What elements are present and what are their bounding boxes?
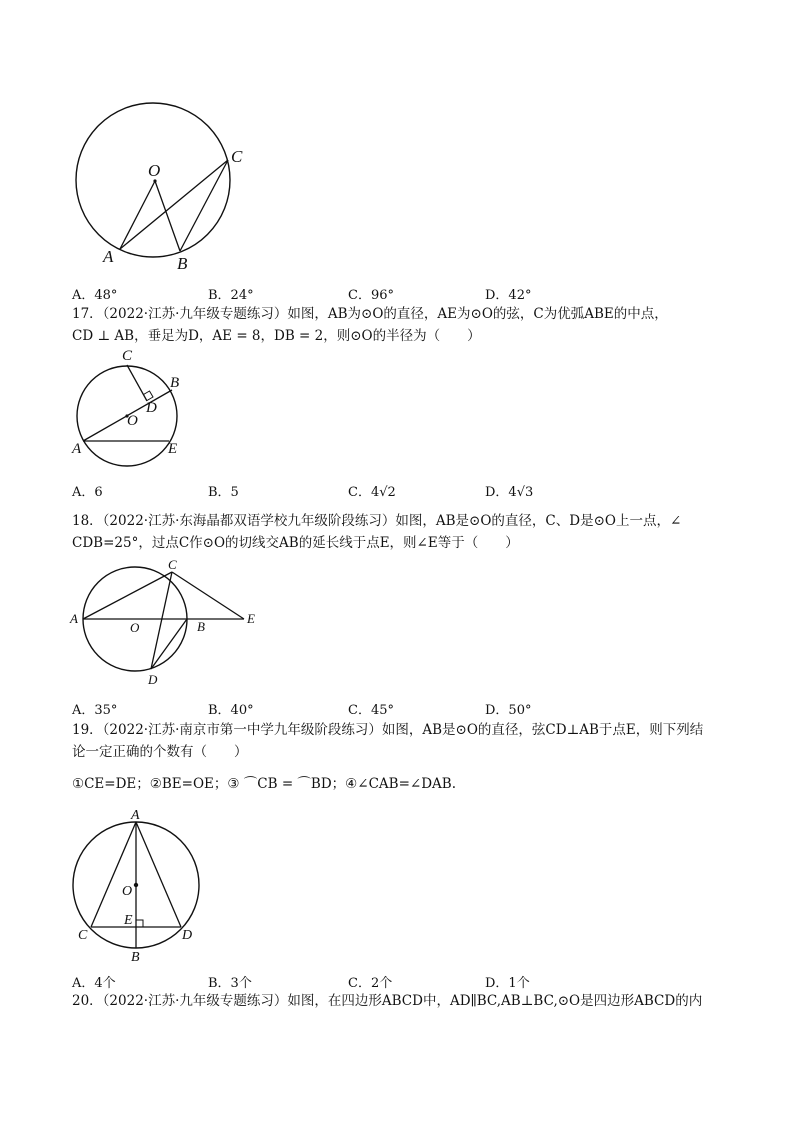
q17-option-c[interactable]: C．4√2: [348, 485, 396, 500]
q19-figure: [68, 804, 218, 964]
q19-stem-line1: 19．（2022·江苏·南京市第一中学九年级阶段练习）如图，AB是⊙O的直径，弦CD⊥AB于点E，则下列结: [72, 722, 704, 738]
q18-option-c[interactable]: C．45°: [348, 703, 394, 718]
q19-label-A: A: [131, 808, 140, 823]
q19-label-B: B: [131, 950, 140, 965]
q17-figure: [70, 345, 200, 463]
q17-label-B: B: [170, 375, 180, 391]
q17-stem-line1: 17．（2022·江苏·九年级专题练习）如图，AB为⊙O的直径，AE为⊙O的弦，C为优弧ABE的中点，: [72, 306, 668, 322]
q19-label-O: O: [122, 884, 133, 899]
q16-label-C: C: [231, 147, 243, 166]
q17-segment-CD: [127, 365, 147, 401]
q17-label-C: C: [122, 348, 133, 364]
q16-option-a[interactable]: A．48°: [72, 288, 118, 303]
q17-options: [72, 481, 772, 499]
q18-stem-line2: CDB=25°，过点C作⊙O的切线交AB的延长线于点E，则∠E等于（ ）: [72, 535, 519, 551]
q18-label-A: A: [70, 611, 78, 626]
q19-center-dot: [134, 883, 138, 887]
q19-statements: ①CE=DE；②BE=OE；③ ⌒CB = ⌒BD；④∠CAB=∠DAB.: [72, 776, 456, 792]
q18-stem-line1: 18．（2022·江苏·东海晶都双语学校九年级阶段练习）如图，AB是⊙O的直径，C、D是⊙O上一点，∠: [72, 513, 682, 529]
q17-option-b[interactable]: B．5: [208, 485, 239, 500]
q18-options: [72, 699, 772, 717]
q16-option-c[interactable]: C．96°: [348, 288, 394, 303]
q16-options: [72, 284, 772, 302]
q19-label-D: D: [182, 928, 193, 943]
q18-label-D: D: [148, 672, 158, 687]
q16-label-B: B: [177, 254, 188, 273]
q18-stem: [72, 510, 732, 554]
q19-label-C: C: [78, 928, 88, 943]
q17-label-D: D: [146, 400, 157, 416]
q19-stem-line2: 论一定正确的个数有（ ）: [72, 744, 248, 760]
q17-label-O: O: [127, 413, 138, 429]
q16-option-b[interactable]: B．24°: [208, 288, 254, 303]
q16-figure: [70, 92, 270, 277]
q19-segment-AC: [91, 822, 136, 927]
q18-segment-CE: [172, 572, 244, 619]
q18-option-a[interactable]: A．35°: [72, 703, 118, 718]
q17-stem: [72, 303, 732, 347]
q16-segment-OA: [120, 181, 155, 249]
q19-label-E: E: [124, 913, 133, 928]
q17-stem-line2: CD ⊥ AB，垂足为D，AE = 8，DB = 2，则⊙O的半径为（ ）: [72, 328, 481, 344]
q17-label-E: E: [168, 441, 178, 457]
q18-label-E: E: [247, 611, 255, 626]
q16-segment-OB: [155, 181, 180, 251]
q16-option-d[interactable]: D．42°: [485, 288, 532, 303]
q18-label-B: B: [197, 619, 205, 634]
q19-option-a[interactable]: A．4个: [72, 976, 116, 991]
q20-stem: [72, 990, 732, 1012]
q19-option-d[interactable]: D．1个: [485, 976, 530, 991]
q18-segment-AC: [83, 572, 172, 619]
q17-option-a[interactable]: A．6: [72, 485, 103, 500]
q19-option-c[interactable]: C．2个: [348, 976, 393, 991]
q16-circle: [76, 103, 230, 257]
q16-label-A: A: [103, 247, 114, 266]
q16-label-O: O: [148, 161, 161, 180]
q17-option-d[interactable]: D．4√3: [485, 485, 534, 500]
q18-label-O: O: [130, 620, 140, 635]
q19-stem: [72, 719, 732, 763]
q17-label-A: A: [72, 441, 82, 457]
q19-option-b[interactable]: B．3个: [208, 976, 252, 991]
q18-option-d[interactable]: D．50°: [485, 703, 532, 718]
q18-figure: [68, 556, 268, 690]
q18-label-C: C: [168, 557, 177, 572]
q19-segment-AD: [136, 822, 181, 927]
q18-option-b[interactable]: B．40°: [208, 703, 254, 718]
q20-stem-line1: 20．（2022·江苏·九年级专题练习）如图，在四边形ABCD中，AD∥BC,AB⊥BC,⊙O是四边形ABCD的内: [72, 993, 703, 1009]
q19-options: [72, 972, 772, 990]
q19-right-angle-mark: [136, 920, 143, 927]
